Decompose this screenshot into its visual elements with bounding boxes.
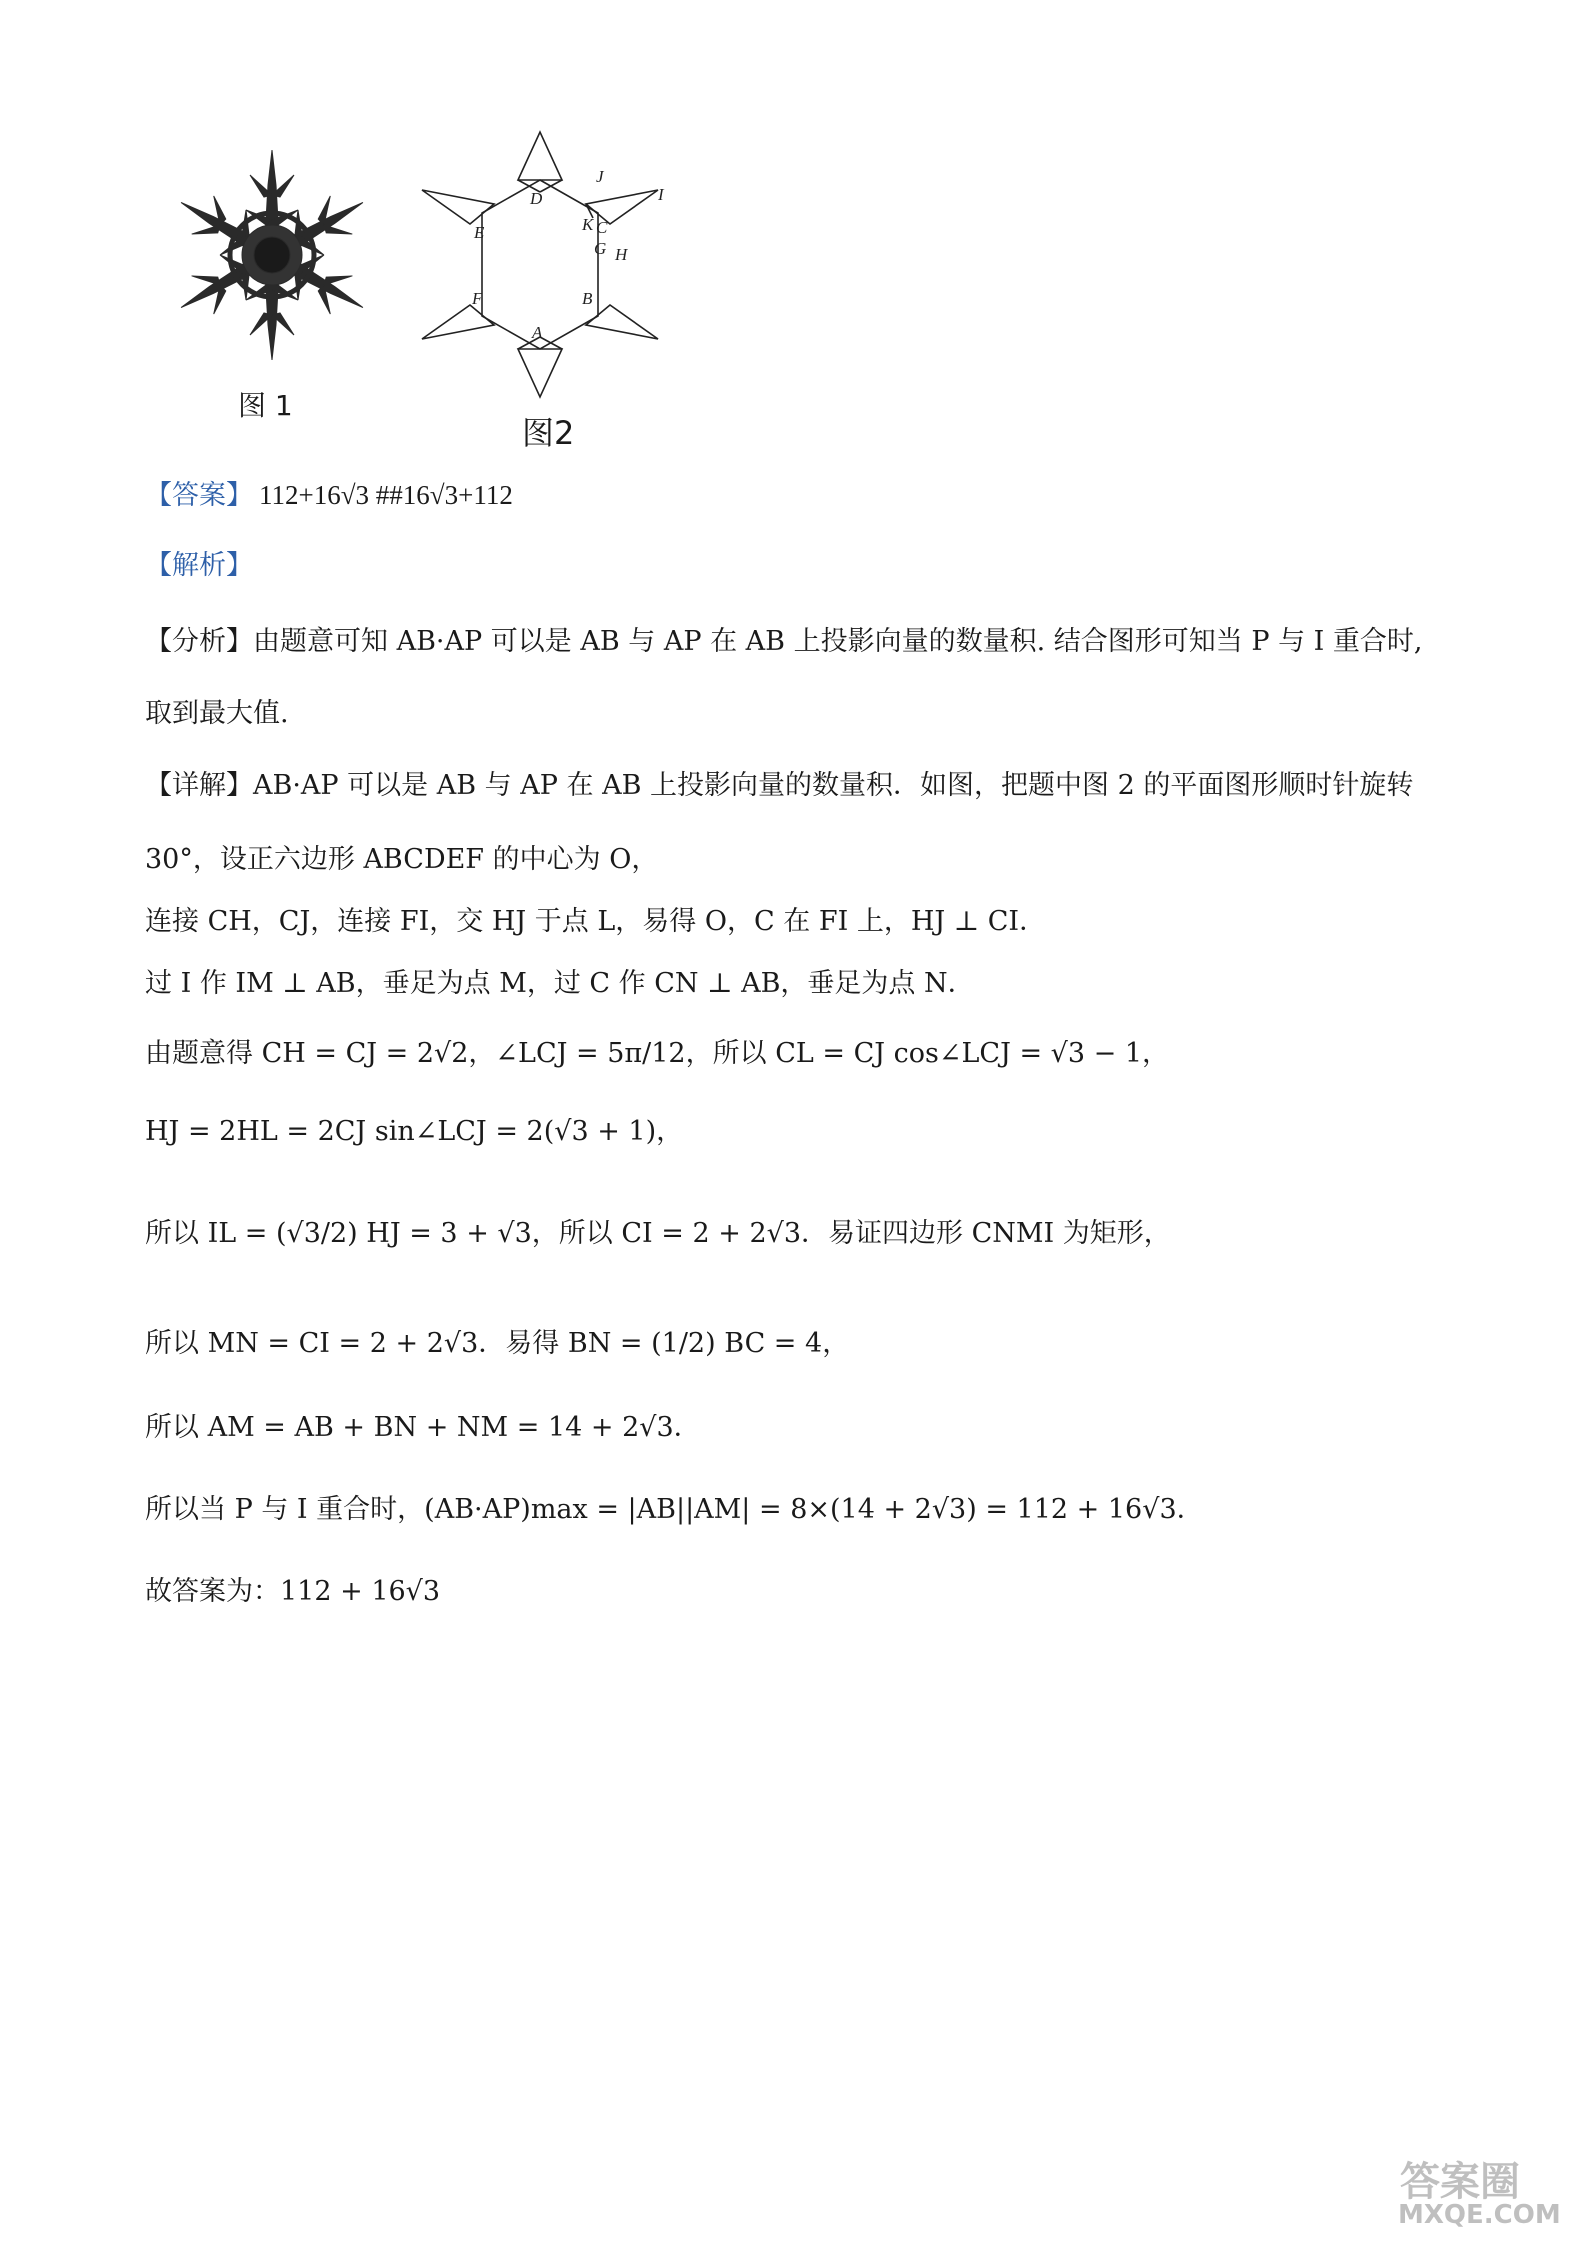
label-F: F xyxy=(472,289,483,308)
fenxi-tag: 【分析】 xyxy=(145,626,253,657)
snowflake-figure xyxy=(160,140,400,390)
detail-line-1 xyxy=(145,772,1413,799)
label-C: C xyxy=(596,218,608,237)
label-J: J xyxy=(596,167,604,186)
label-G: G xyxy=(594,239,607,258)
detail-line-10: 所以当 P 与 I 重合时，(AB·AP)max = |AB||AM| = 8×(14 + 2√3) = 112 + 16√3． xyxy=(145,1494,1204,1525)
label-D: D xyxy=(530,189,543,208)
detail-tag: 【详解】 xyxy=(145,770,253,801)
detail-line-7: 所以 IL = (√3/2) HJ = 3 + √3，所以 CI = 2 + 2√3．易证四边形 CNMI 为矩形， xyxy=(145,1218,1171,1249)
label-K: K xyxy=(582,215,594,234)
detail-line-3: 连接 CH，CJ，连接 FI，交 HJ 于点 L，易得 O，C 在 FI 上，HJ ⊥ CI． xyxy=(145,906,1047,937)
detail-line-2: 30°，设正六边形 ABCDEF 的中心为 O， xyxy=(145,844,659,875)
detail-line-5: 由题意得 CH = CJ = 2√2，∠LCJ = 5π/12，所以 CL = CJ cos∠LCJ = √3 − 1， xyxy=(145,1038,1170,1069)
answer-expr: 112+16√3 ##16√3+112 xyxy=(259,480,513,510)
fenxi-text-1: 由题意可知 AB·AP 可以是 AB 与 AP 在 AB 上投影向量的数量积. 结合图形可知当 P 与 I 重合时, xyxy=(253,626,1423,657)
label-H: H xyxy=(615,245,628,264)
answer-line xyxy=(145,482,513,509)
fenxi-line-2: 取到最大值. xyxy=(145,698,289,729)
label-A: A xyxy=(532,323,543,342)
hexagon-figure xyxy=(410,120,680,410)
detail-line-8: 所以 MN = CI = 2 + 2√3．易得 BN = (1/2) BC = 4， xyxy=(145,1328,850,1359)
detail-line-4: 过 I 作 IM ⊥ AB，垂足为点 M，过 C 作 CN ⊥ AB，垂足为点 N． xyxy=(145,968,975,999)
watermark-logo: 答案圈 xyxy=(1400,2159,1520,2205)
label-I: I xyxy=(658,185,664,204)
detail-line-6: HJ = 2HL = 2CJ sin∠LCJ = 2(√3 + 1)， xyxy=(145,1116,684,1147)
answer-tag: 【答案】 xyxy=(145,480,253,511)
label-E: E xyxy=(474,223,485,242)
analysis-heading: 【解析】 xyxy=(145,550,253,581)
detail-line-9: 所以 AM = AB + BN + NM = 14 + 2√3． xyxy=(145,1412,701,1443)
watermark-site: MXQE.COM xyxy=(1398,2200,1561,2230)
detail-line-11: 故答案为：112 + 16√3 xyxy=(145,1576,441,1607)
label-B: B xyxy=(582,289,593,308)
fig1-caption: 图 1 xyxy=(238,389,293,422)
fenxi-line-1 xyxy=(145,628,1423,655)
fig2-caption: 图2 xyxy=(522,414,575,452)
detail-text-1: AB·AP 可以是 AB 与 AP 在 AB 上投影向量的数量积．如图，把题中图 2 的平面图形顺时针旋转 xyxy=(253,770,1414,801)
